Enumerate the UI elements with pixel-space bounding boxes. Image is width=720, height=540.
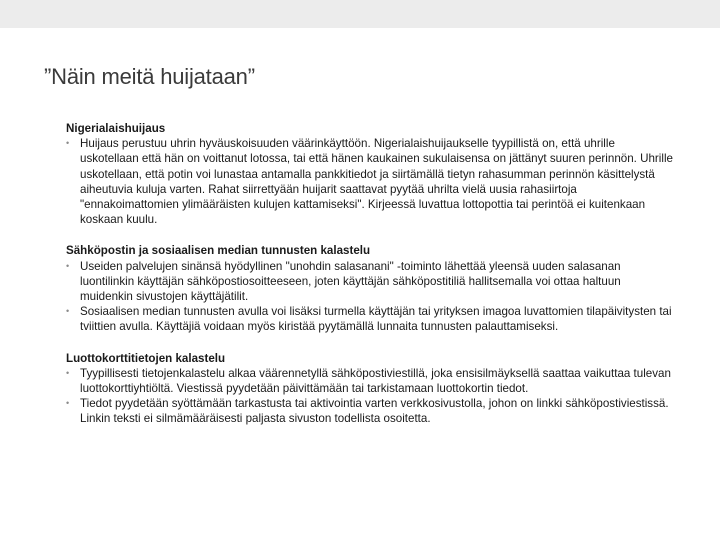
bullet-icon: • <box>66 306 70 317</box>
bullet-item <box>66 304 676 334</box>
section-heading: Luottokorttitietojen kalastelu <box>66 351 226 365</box>
bullet-item <box>66 366 676 396</box>
bullet-list <box>66 366 676 427</box>
bullet-list <box>66 136 676 227</box>
section-heading: Nigerialaishuijaus <box>66 122 166 135</box>
section-nigerian-scam <box>66 121 676 227</box>
bullet-icon: • <box>66 367 70 378</box>
top-band <box>0 0 720 28</box>
bullet-text: Huijaus perustuu uhrin hyväuskoisuuden väärinkäyttöön. Nigerialaishuijaukselle tyypillistä on, että uhrille uskotellaan että hän on voittanut lotossa, tai että hänen kaukainen sukulaisensa on jättänyt suuren perinnön. Uhrille uskotellaan, että potin voi lunastaa antamalla pankkitiedot ja siirtämällä tietyn rahasumman perinnön käsittelystä aiheutuvia kuluja varten. Rahat siirrettyään huijarit saattavat pyytää uhrilta vielä uusia rahasiirtoja "ennakoimattomien ylimääräisten kulujen kattamiseksi". Kirjeessä luvattua lottopottia tai perintöä ei kuitenkaan koskaan kuulu. <box>80 137 673 227</box>
bullet-item <box>66 136 676 227</box>
bullet-icon: • <box>66 398 70 409</box>
slide-title: ”Näin meitä huijataan” <box>44 64 255 89</box>
slide-content <box>66 121 676 443</box>
bullet-item <box>66 259 676 305</box>
bullet-text: Useiden palvelujen sinänsä hyödyllinen "unohdin salasanani" -toiminto lähettää yleensä uuden salasanan luontilinkin käyttäjän sähköpostiosoitteeseen, joten käyttäjän sähköpostitiliä hallitsemalla voi ottaa haltuun muidenkin sivustojen käyttäjätilit. <box>80 259 621 304</box>
bullet-text: Tiedot pyydetään syöttämään tarkastusta tai aktivointia varten verkkosivustolla, johon on linkki sähköpostiviestissä. Linkin teksti ei silmämääräisesti paljasta sivuston todellista osoitetta. <box>80 397 669 426</box>
bullet-text: Tyypillisesti tietojenkalastelu alkaa väärennetyllä sähköpostiviestillä, joka ensisilmäyksellä saattaa vaikuttaa tulevan luottokorttiyhtiöltä. Viestissä pyydetään päivittämään tai tarkistamaan luottokortin tiedot. <box>80 366 671 396</box>
section-card-phishing <box>66 351 676 427</box>
section-heading: Sähköpostin ja sosiaalisen median tunnusten kalastelu <box>66 244 371 258</box>
section-account-phishing <box>66 243 676 334</box>
bullet-item <box>66 396 676 426</box>
bullet-list <box>66 259 676 335</box>
bullet-icon: • <box>66 260 70 271</box>
bullet-text: Sosiaalisen median tunnusten avulla voi lisäksi turmella käyttäjän tai yrityksen imagoa luvattomien tilapäivitysten tai tviittien avulla. Käyttäjiä voidaan myös kiristää pyytämällä lunnaita tunnusten palauttamiseksi. <box>80 305 672 334</box>
bullet-icon: • <box>66 138 70 149</box>
